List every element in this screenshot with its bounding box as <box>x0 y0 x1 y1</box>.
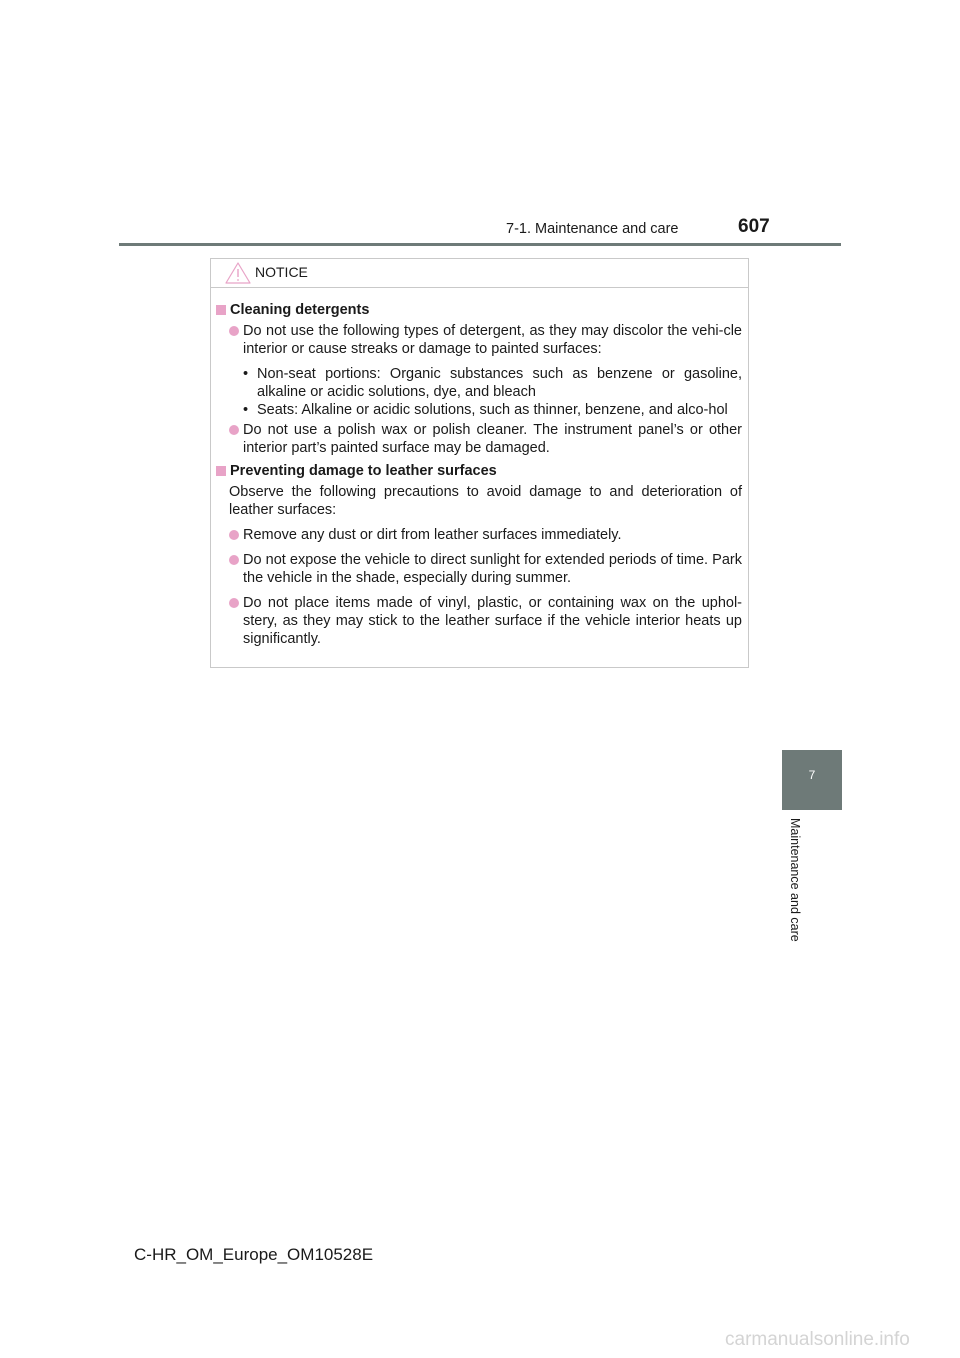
list-item <box>229 322 742 358</box>
warning-triangle-icon <box>225 262 251 284</box>
list-item <box>229 594 742 648</box>
list-item-text: Do not use a polish wax or polish cleaner. The instrument panel’s or other interior part’s painted surface may be damaged. <box>243 422 742 456</box>
notice-box <box>210 258 749 668</box>
circle-bullet-icon <box>229 598 239 608</box>
chapter-side-label: Maintenance and care <box>788 818 802 942</box>
circle-bullet-icon <box>229 326 239 336</box>
page-number: 607 <box>738 216 770 237</box>
sub-list-item-text: Non-seat portions: Organic substances such as benzene or gasoline, alkaline or acidic solutions, dye, and bleach <box>257 366 742 400</box>
chapter-number: 7 <box>808 768 816 782</box>
notice-body <box>211 288 748 648</box>
chapter-tab[interactable] <box>782 750 842 810</box>
circle-bullet-icon <box>229 530 239 540</box>
section-heading-text: Cleaning detergents <box>230 302 370 318</box>
section-heading-text: Preventing damage to leather surfaces <box>230 463 497 479</box>
footer-doc-code: C-HR_OM_Europe_OM10528E <box>134 1245 374 1264</box>
dot-bullet-icon: • <box>243 402 249 418</box>
sub-list-item <box>243 365 742 401</box>
section-intro: Observe the following precautions to avoid damage to and deterioration of leather surfaces: <box>229 484 742 518</box>
section-heading-leather-surfaces <box>216 462 742 480</box>
list-item-text: Remove any dust or dirt from leather surfaces immediately. <box>243 527 622 543</box>
sub-list-item-text: Seats: Alkaline or acidic solutions, such as thinner, benzene, and alco-hol <box>257 402 728 418</box>
section-heading-cleaning-detergents <box>216 301 742 319</box>
notice-title: NOTICE <box>255 264 308 280</box>
list-item-text: Do not place items made of vinyl, plastic, or containing wax on the uphol-stery, as they may stick to the leather surface if the vehicle interior heats up significantly. <box>243 595 742 647</box>
list-item <box>229 421 742 457</box>
list-item-text: Do not expose the vehicle to direct sunlight for extended periods of time. Park the vehicle in the shade, especially during summer. <box>243 552 742 586</box>
square-bullet-icon <box>216 466 226 476</box>
circle-bullet-icon <box>229 425 239 435</box>
list-item <box>229 526 742 544</box>
sub-list-item <box>243 401 742 419</box>
watermark-text: carmanualsonline.info <box>725 1329 910 1350</box>
list-item-text: Do not use the following types of detergent, as they may discolor the vehi-cle interior or cause streaks or damage to painted surfaces: <box>243 323 742 357</box>
list-item <box>229 551 742 587</box>
notice-header <box>211 259 748 288</box>
circle-bullet-icon <box>229 555 239 565</box>
header-section-title: 7-1. Maintenance and care <box>506 221 679 237</box>
dot-bullet-icon: • <box>243 366 249 382</box>
header-rule <box>119 243 841 246</box>
square-bullet-icon <box>216 305 226 315</box>
